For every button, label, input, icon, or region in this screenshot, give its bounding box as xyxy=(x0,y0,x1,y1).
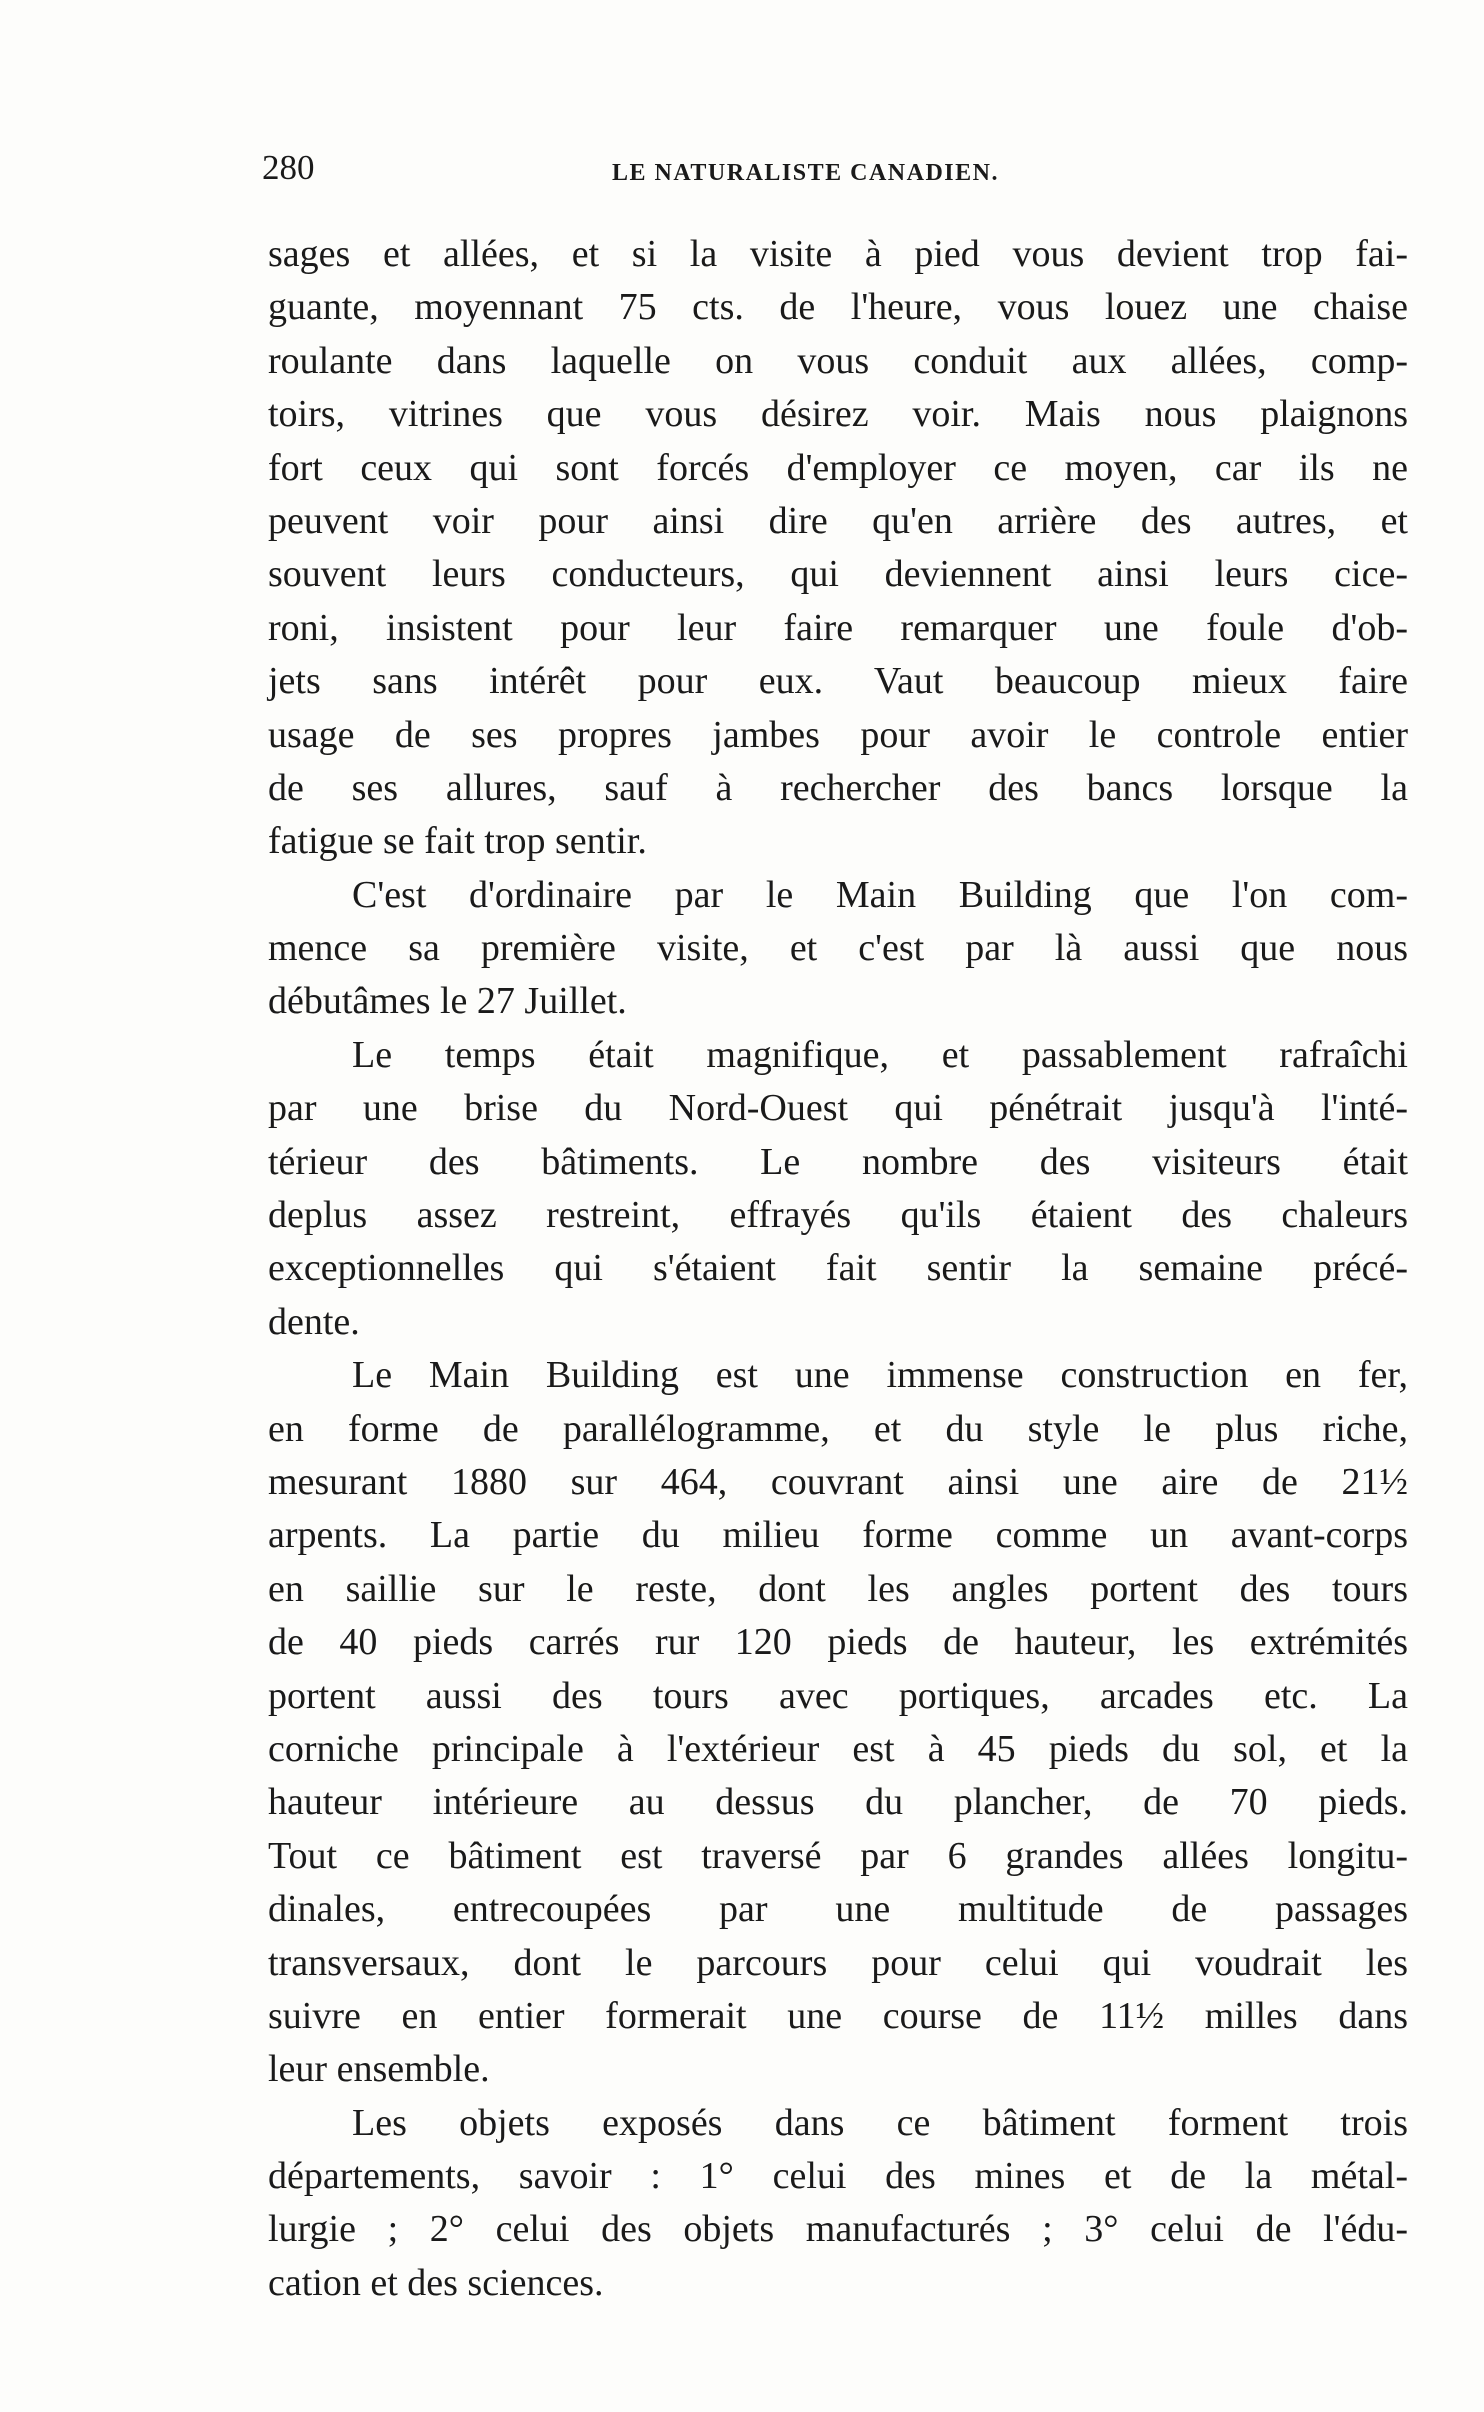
text-line: de 40 pieds carrés rur 120 pieds de hauteur, les extrémités xyxy=(268,1621,1408,1664)
text-line: térieur des bâtiments. Le nombre des visiteurs était xyxy=(268,1140,1408,1183)
text-line: départements, savoir : 1° celui des mines et de la métal- xyxy=(268,2155,1408,2198)
text-line: Le temps était magnifique, et passablement rafraîchi xyxy=(352,1033,1408,1076)
paragraph xyxy=(268,1349,1408,2096)
text-line: mence sa première visite, et c'est par là aussi que nous xyxy=(268,927,1408,970)
paragraph xyxy=(268,2097,1408,2311)
text-line: jets sans intérêt pour eux. Vaut beaucoup mieux faire xyxy=(268,660,1408,703)
text-line: débutâmes le 27 Juillet. xyxy=(268,980,627,1023)
text-line: fort ceux qui sont forcés d'employer ce moyen, car ils ne xyxy=(268,446,1408,489)
text-line: portent aussi des tours avec portiques, arcades etc. La xyxy=(268,1674,1408,1717)
text-line: lurgie ; 2° celui des objets manufacturés ; 3° celui de l'édu- xyxy=(268,2208,1408,2251)
text-line: arpents. La partie du milieu forme comme un avant-corps xyxy=(268,1514,1408,1557)
paragraph xyxy=(268,228,1408,869)
text-line: leur ensemble. xyxy=(268,2048,490,2091)
text-line: toirs, vitrines que vous désirez voir. Mais nous plaignons xyxy=(268,393,1408,436)
running-head: LE NATURALISTE CANADIEN. xyxy=(612,160,999,186)
text-line: roulante dans laquelle on vous conduit aux allées, comp- xyxy=(268,339,1408,382)
text-line: corniche principale à l'extérieur est à 45 pieds du sol, et la xyxy=(268,1727,1408,1770)
text-line: exceptionnelles qui s'étaient fait sentir la semaine précé- xyxy=(268,1247,1408,1290)
text-line: de ses allures, sauf à rechercher des bancs lorsque la xyxy=(268,766,1408,809)
text-line: par une brise du Nord-Ouest qui pénétrait jusqu'à l'inté- xyxy=(268,1087,1408,1130)
text-line: suivre en entier formerait une course de 11½ milles dans xyxy=(268,1994,1408,2037)
paragraph xyxy=(268,869,1408,1029)
paragraph xyxy=(268,1029,1408,1349)
text-line: en forme de parallélogramme, et du style le plus riche, xyxy=(268,1407,1408,1450)
text-line: deplus assez restreint, effrayés qu'ils étaient des chaleurs xyxy=(268,1194,1408,1237)
text-line: sages et allées, et si la visite à pied vous devient trop fai- xyxy=(268,233,1408,275)
text-line: Les objets exposés dans ce bâtiment forment trois xyxy=(352,2101,1408,2144)
page-header xyxy=(262,148,1082,198)
body-text xyxy=(268,228,1408,2310)
text-line: cation et des sciences. xyxy=(268,2261,604,2304)
text-line: peuvent voir pour ainsi dire qu'en arrière des autres, et xyxy=(268,499,1408,542)
text-line: C'est d'ordinaire par le Main Building que l'on com- xyxy=(352,873,1408,916)
page-number: 280 xyxy=(262,148,315,187)
text-line: usage de ses propres jambes pour avoir le controle entier xyxy=(268,713,1408,756)
text-line: Tout ce bâtiment est traversé par 6 grandes allées longitu- xyxy=(268,1834,1408,1877)
text-line: dinales, entrecoupées par une multitude de passages xyxy=(268,1888,1408,1931)
text-line: fatigue se fait trop sentir. xyxy=(268,820,647,863)
text-line: roni, insistent pour leur faire remarquer une foule d'ob- xyxy=(268,606,1408,649)
text-line: mesurant 1880 sur 464, couvrant ainsi une aire de 21½ xyxy=(268,1460,1408,1503)
text-line: en saillie sur le reste, dont les angles portent des tours xyxy=(268,1567,1408,1610)
text-line: transversaux, dont le parcours pour celui qui voudrait les xyxy=(268,1941,1408,1984)
text-line: guante, moyennant 75 cts. de l'heure, vous louez une chaise xyxy=(268,286,1408,329)
text-line: hauteur intérieure au dessus du plancher, de 70 pieds. xyxy=(268,1781,1408,1824)
text-line: Le Main Building est une immense construction en fer, xyxy=(352,1354,1408,1397)
text-line: souvent leurs conducteurs, qui deviennent ainsi leurs cice- xyxy=(268,553,1408,596)
text-line: dente. xyxy=(268,1300,360,1343)
